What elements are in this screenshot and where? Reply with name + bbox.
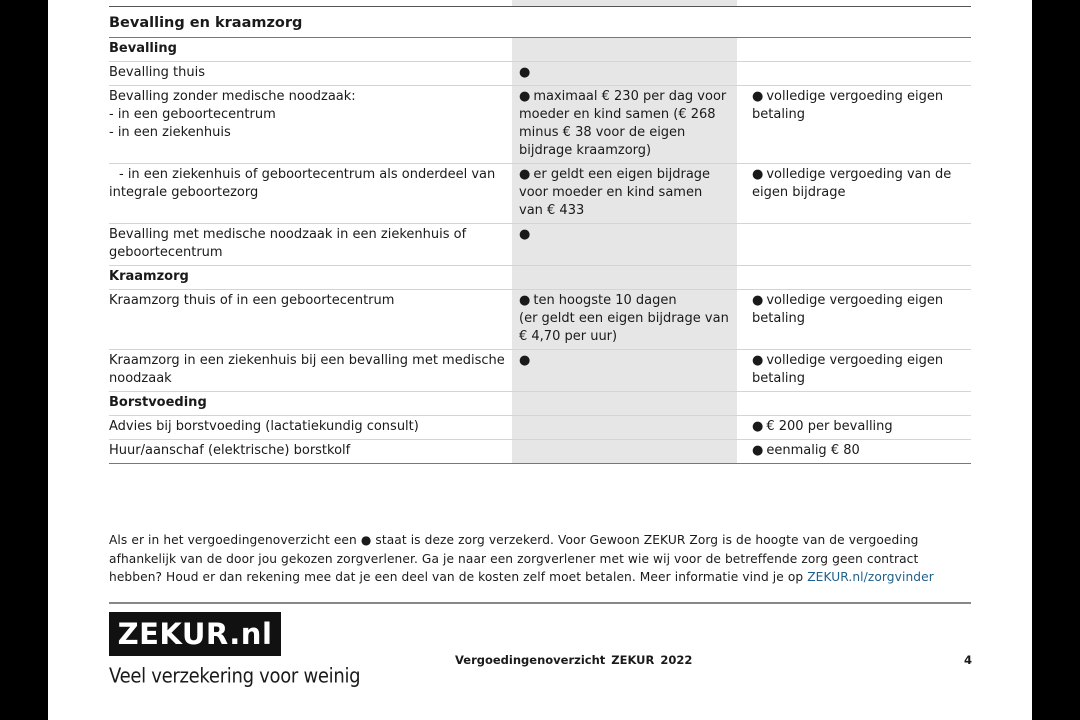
group-header-row xyxy=(109,266,971,290)
footer-divider xyxy=(109,602,971,604)
table-row xyxy=(109,86,971,164)
zorgvinder-link[interactable]: ZEKUR.nl/zorgvinder xyxy=(807,570,934,584)
care-description xyxy=(109,350,512,392)
basic-coverage-text: ● ten hoogste 10 dagen (er geldt een eigen bijdrage van € 4,70 per uur) xyxy=(519,293,729,344)
cut-off-row xyxy=(109,0,971,7)
care-description xyxy=(109,416,512,440)
extra-coverage-text: ● volledige vergoeding eigen betaling xyxy=(752,293,943,326)
group-extra-cell xyxy=(737,38,971,62)
tagline: Veel verzekering voor weinig xyxy=(109,664,361,689)
group-title-text: Kraamzorg xyxy=(109,269,189,284)
care-description xyxy=(109,224,512,266)
basic-coverage xyxy=(512,62,737,86)
footnote xyxy=(109,531,971,587)
basic-coverage xyxy=(512,86,737,164)
extra-coverage-text: ● € 200 per bevalling xyxy=(752,419,893,434)
extra-coverage xyxy=(737,62,971,86)
coverage-table-section xyxy=(109,0,971,464)
group-header-row xyxy=(109,392,971,416)
page-number: 4 xyxy=(964,653,973,667)
zekur-logo: ZEKUR.nl xyxy=(109,612,281,656)
footnote-text-2: staat is deze zorg verzekerd. Voor Gewoon ZEKUR Zorg is de hoogte van de vergoeding afhankelijk van de door jou gekozen zorgverlener. Ga je naar een zorgverlener met wie wij voor de betreffende zorg geen contract hebben? Houd er dan rekening mee dat je een deel van de kosten zelf moet betalen. Meer informatie vind je op xyxy=(109,533,919,584)
extra-coverage xyxy=(737,440,971,464)
extra-coverage-text: ● volledige vergoeding van de eigen bijdrage xyxy=(752,167,951,200)
coverage-table xyxy=(109,38,971,464)
group-title-text: Bevalling xyxy=(109,41,177,56)
group-extra-cell xyxy=(737,266,971,290)
basic-coverage xyxy=(512,416,737,440)
extra-coverage xyxy=(737,86,971,164)
care-description-text: Kraamzorg in een ziekenhuis bij een bevalling met medische noodzaak xyxy=(109,353,505,386)
care-description-text: Advies bij borstvoeding (lactatiekundig consult) xyxy=(109,419,419,434)
document-page xyxy=(48,0,1032,720)
basic-coverage xyxy=(512,290,737,350)
basic-coverage-text: ● maximaal € 230 per dag voor moeder en kind samen (€ 268 minus € 38 voor de eigen bijdrage kraamzorg) xyxy=(519,89,726,158)
basic-coverage xyxy=(512,224,737,266)
basic-coverage xyxy=(512,164,737,224)
bullet-icon: ● xyxy=(360,533,372,547)
extra-coverage-text: ● volledige vergoeding eigen betaling xyxy=(752,353,943,386)
extra-coverage xyxy=(737,350,971,392)
group-header-row xyxy=(109,38,971,62)
care-description xyxy=(109,164,512,224)
basic-coverage xyxy=(512,440,737,464)
table-row xyxy=(109,224,971,266)
care-description-text: Bevalling met medische noodzaak in een ziekenhuis of geboortecentrum xyxy=(109,227,467,260)
table-row xyxy=(109,416,971,440)
care-description xyxy=(109,290,512,350)
extra-coverage-text: ● volledige vergoeding eigen betaling xyxy=(752,89,943,122)
group-extra-cell xyxy=(737,392,971,416)
extra-coverage xyxy=(737,416,971,440)
extra-coverage xyxy=(737,290,971,350)
care-description-text: Bevalling zonder medische noodzaak: - in een geboortecentrum - in een ziekenhuis xyxy=(109,89,356,140)
care-description-text: Kraamzorg thuis of in een geboortecentrum xyxy=(109,293,395,308)
table-row xyxy=(109,164,971,224)
basic-coverage-text: ● er geldt een eigen bijdrage voor moeder en kind samen van € 433 xyxy=(519,167,710,218)
care-description-text: - in een ziekenhuis of geboortecentrum als onderdeel van integrale geboortezorg xyxy=(109,167,496,200)
group-basic-cell xyxy=(512,38,737,62)
basic-coverage-text xyxy=(519,65,530,80)
footnote-text-1: Als er in het vergoedingenoverzicht een xyxy=(109,533,361,547)
extra-coverage-text: ● eenmalig € 80 xyxy=(752,443,860,458)
care-description-text: Huur/aanschaf (elektrische) borstkolf xyxy=(109,443,351,458)
group-basic-cell xyxy=(512,392,737,416)
group-basic-cell xyxy=(512,266,737,290)
table-row xyxy=(109,290,971,350)
table-row xyxy=(109,350,971,392)
group-title xyxy=(109,266,512,290)
group-title xyxy=(109,392,512,416)
footer-title: Vergoedingenoverzicht ZEKUR 2022 xyxy=(455,653,693,667)
group-title xyxy=(109,38,512,62)
section-title: Bevalling en kraamzorg xyxy=(109,7,971,38)
care-description-text: Bevalling thuis xyxy=(109,65,205,80)
extra-coverage xyxy=(737,224,971,266)
basic-coverage-text xyxy=(519,227,530,242)
extra-coverage xyxy=(737,164,971,224)
basic-coverage-text xyxy=(519,353,530,368)
group-title-text: Borstvoeding xyxy=(109,395,207,410)
table-row xyxy=(109,62,971,86)
care-description xyxy=(109,440,512,464)
care-description xyxy=(109,86,512,164)
table-row xyxy=(109,440,971,464)
care-description xyxy=(109,62,512,86)
basic-coverage xyxy=(512,350,737,392)
